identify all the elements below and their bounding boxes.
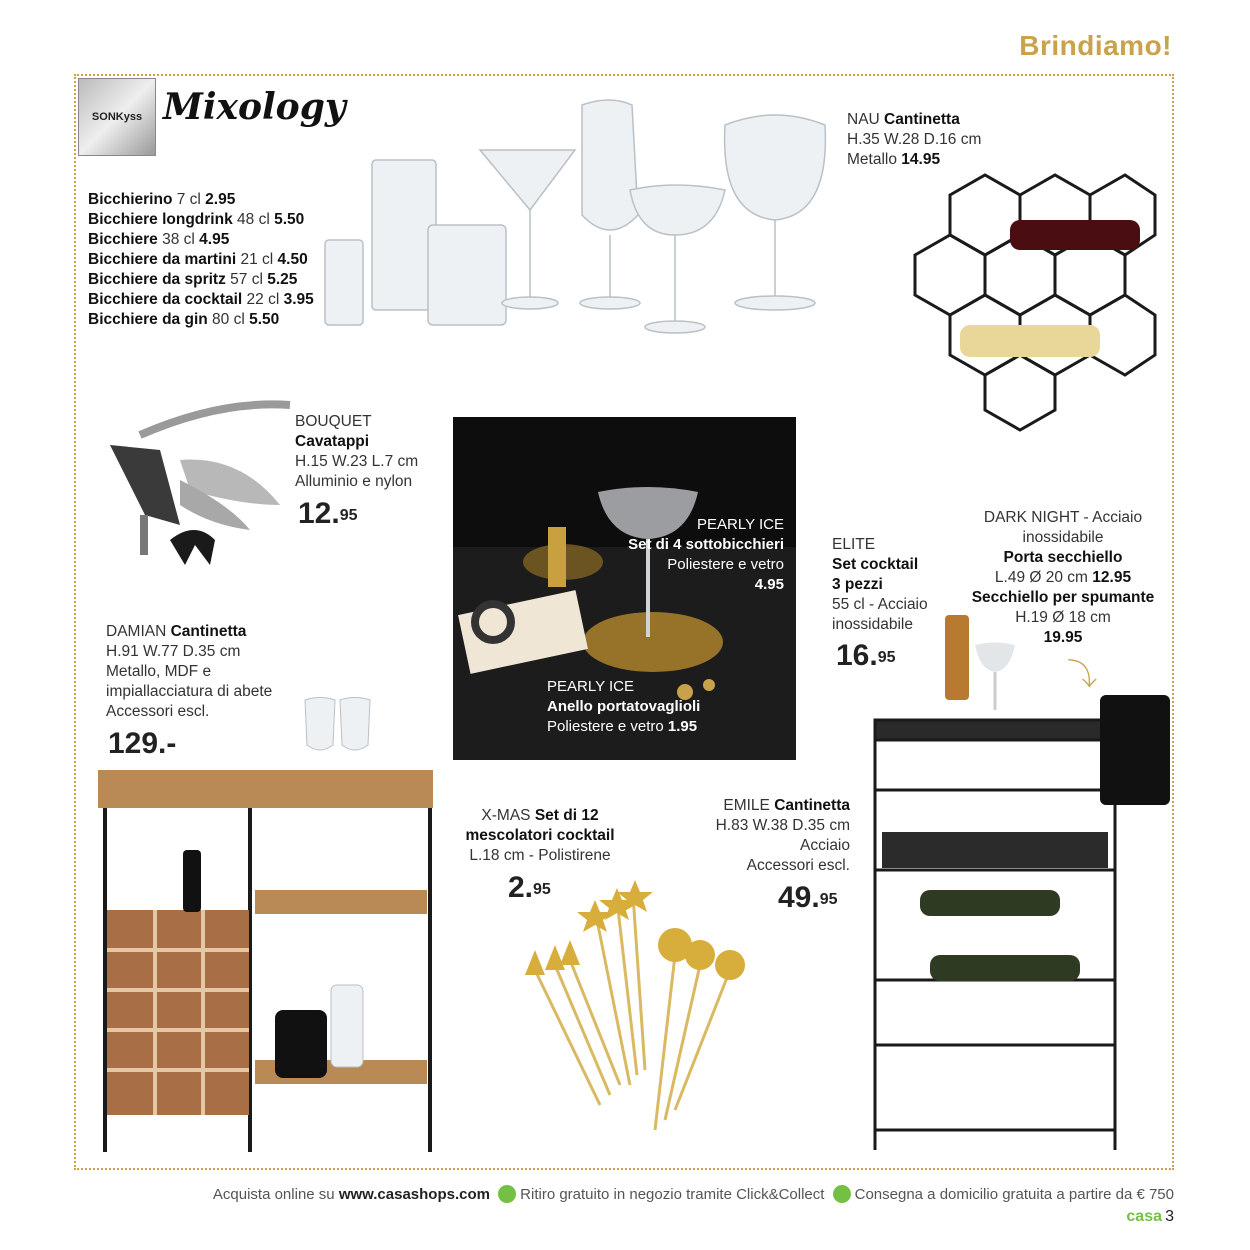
- casa-logo: casa: [1126, 1208, 1162, 1225]
- damian-cabinet-image: [95, 690, 440, 1160]
- martini-glass: [480, 150, 575, 210]
- white-wine-bottle: [960, 325, 1100, 357]
- damian-price: 129.-: [108, 727, 177, 760]
- page-title: Brindiamo!: [1019, 30, 1172, 61]
- glass-item: Bicchierino 7 cl 2.95: [88, 191, 236, 208]
- glasses-image: [320, 95, 840, 345]
- spritz-glass: [582, 100, 638, 230]
- shaker: [945, 615, 969, 700]
- cocktail-stirrers-image: [505, 870, 770, 1140]
- emile-text: EMILE Cantinetta H.83 W.38 D.35 cm Acciaio Accessori escl.: [715, 797, 850, 874]
- dark-night-text: DARK NIGHT - Acciaio inossidabile Porta secchiello L.49 Ø 20 cm 12.95 Secchiello per spumante H.19 Ø 18 cm 19.95: [971, 509, 1155, 646]
- nau-text: NAU Cantinetta H.35 W.28 D.16 cm Metallo 14.95: [847, 111, 982, 168]
- glass-item: Bicchiere da martini 21 cl 4.50: [88, 251, 308, 268]
- xmas-text: X-MAS Set di 12 mescolatori cocktail L.18 cm - Polistirene: [465, 807, 615, 864]
- store-pickup-icon: [498, 1185, 516, 1203]
- glass-item: Bicchiere longdrink 48 cl 5.50: [88, 211, 305, 228]
- bottle: [930, 955, 1080, 981]
- corkscrew-image: [100, 395, 295, 580]
- elite-price: 16.95: [836, 639, 896, 672]
- collection-title: Mixology: [163, 86, 346, 128]
- bouquet-text: BOUQUET Cavatappi H.15 W.23 L.7 cm Alluminio e nylon: [295, 413, 419, 490]
- cabinet-top: [98, 770, 433, 808]
- red-wine-bottle: [1010, 220, 1140, 250]
- pearly-coasters-text: PEARLY ICE Set di 4 sottobicchieri Poliestere e vetro 4.95: [628, 516, 784, 593]
- ice-bucket: [1100, 695, 1170, 805]
- arrow-down-icon: ⤵: [1067, 659, 1097, 692]
- hexagon-wine-rack-image: [900, 150, 1170, 440]
- glass-item: Bicchiere da cocktail 22 cl 3.95: [88, 291, 314, 308]
- footer-line: Acquista online su www.casashops.com Ritiro gratuito in negozio tramite Click&Collect Consegna a domicilio gratuita a partire da € 750: [212, 1186, 1174, 1203]
- gin-glass: [725, 115, 826, 220]
- emile-trolley-image: [860, 600, 1180, 1160]
- glasses-list: [88, 190, 314, 330]
- emile-price: 49.95: [778, 881, 838, 914]
- glass-item: Bicchiere da spritz 57 cl 5.25: [88, 271, 298, 288]
- page-number: 3: [1165, 1208, 1174, 1225]
- glass-item: Bicchiere da gin 80 cl 5.50: [88, 311, 280, 328]
- damian-text: DAMIAN Cantinetta H.91 W.77 D.35 cm Metallo, MDF e impiallacciatura di abete Accessori escl.: [106, 623, 273, 720]
- wine-compartments: [107, 910, 249, 1115]
- bouquet-price: 12.95: [298, 497, 358, 530]
- bottle: [920, 890, 1060, 916]
- xmas-price: 2.95: [508, 871, 551, 904]
- shot-glass: [325, 240, 363, 325]
- elite-text: ELITE Set cocktail 3 pezzi 55 cl - Acciaio inossidabile: [832, 536, 928, 633]
- glass-item: Bicchiere 38 cl 4.95: [88, 231, 230, 248]
- pearly-ice-photo: [453, 417, 796, 760]
- cocktail-glass: [630, 185, 725, 235]
- pearly-rings-text: PEARLY ICE Anello portatovaglioli Poliestere e vetro 1.95: [547, 678, 701, 735]
- brand-logo: SONKyss: [78, 78, 156, 156]
- gold-coaster: [583, 612, 723, 672]
- trolley-shelf: [882, 832, 1108, 868]
- longdrink-glass: [372, 160, 436, 310]
- tumbler-glass: [428, 225, 506, 325]
- website-link[interactable]: www.casashops.com: [338, 1186, 490, 1203]
- delivery-truck-icon: [833, 1185, 851, 1203]
